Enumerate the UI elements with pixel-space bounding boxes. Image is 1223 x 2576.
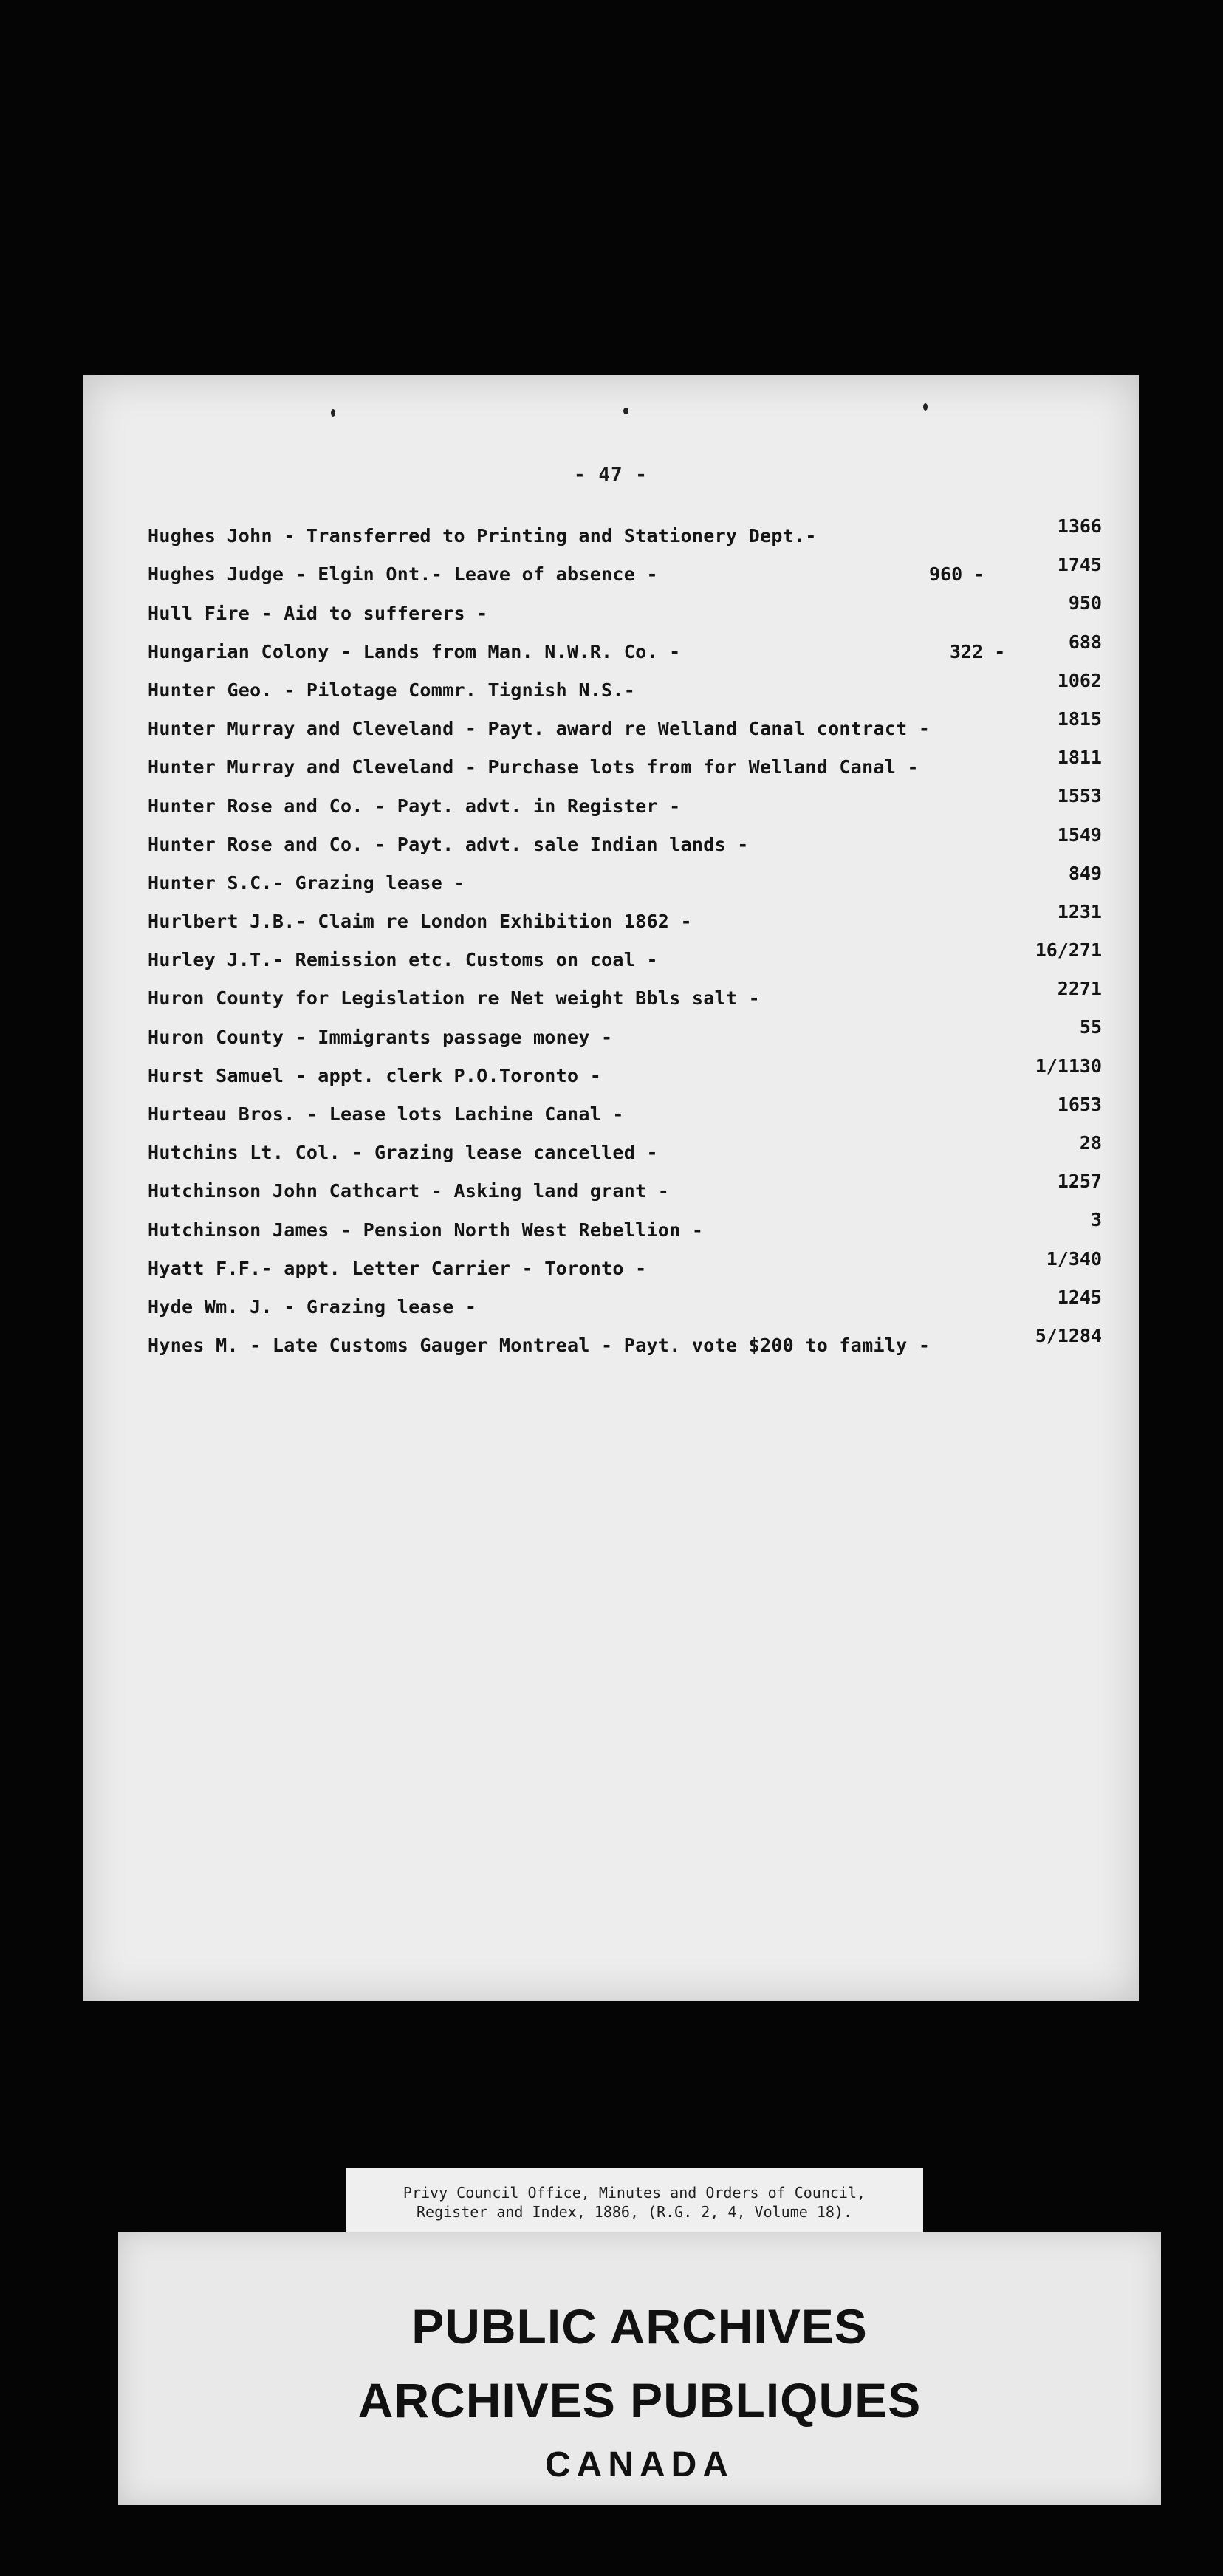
entry-cross-reference: 322 -	[950, 640, 1006, 662]
entry-reference: 1231	[1057, 900, 1102, 922]
entry-description: Hyatt F.F.- appt. Letter Carrier - Toronto -	[148, 1257, 647, 1279]
index-entry	[148, 1247, 1115, 1285]
index-entry	[148, 1208, 1115, 1246]
entry-reference: 1549	[1057, 823, 1102, 846]
entry-reference: 1245	[1057, 1286, 1102, 1308]
index-entry	[148, 745, 1115, 784]
entry-reference: 28	[1079, 1132, 1102, 1154]
entry-reference: 2271	[1057, 978, 1102, 1000]
index-page	[83, 375, 1139, 2001]
stamp-line-french: ARCHIVES PUBLIQUES	[357, 2373, 922, 2428]
entry-reference: 3	[1090, 1209, 1102, 1231]
index-entry	[148, 1131, 1115, 1169]
entry-reference: 1653	[1057, 1093, 1102, 1115]
entry-description: Hughes Judge - Elgin Ont.- Leave of absence -	[148, 564, 658, 586]
index-entry	[148, 976, 1115, 1015]
entry-description: Hurst Samuel - appt. clerk P.O.Toronto -	[148, 1064, 602, 1086]
entry-reference: 688	[1068, 631, 1102, 653]
index-entries	[148, 514, 1115, 1362]
entry-description: Huron County for Legislation re Net weight Bbls salt -	[148, 987, 760, 1010]
entry-description: Hurley J.T.- Remission etc. Customs on coal -	[148, 949, 658, 971]
punch-mark-center	[623, 408, 628, 414]
entry-description: Hutchins Lt. Col. - Grazing lease cancelled -	[148, 1142, 658, 1164]
index-entry	[148, 900, 1115, 938]
entry-description: Hull Fire - Aid to sufferers -	[148, 602, 488, 624]
index-entry	[148, 1323, 1115, 1362]
index-entry	[148, 1015, 1115, 1053]
punch-mark-right	[923, 403, 928, 411]
caption-line-2: Register and Index, 1886, (R.G. 2, 4, Volume 18).	[416, 2203, 852, 2221]
entry-reference: 950	[1068, 592, 1102, 614]
entry-reference: 1366	[1057, 515, 1102, 537]
entry-reference: 1553	[1057, 785, 1102, 807]
entry-reference: 1/340	[1046, 1247, 1102, 1270]
punch-mark-left	[331, 409, 335, 417]
entry-description: Hutchinson John Cathcart - Asking land grant -	[148, 1180, 670, 1202]
stamp-line-english: PUBLIC ARCHIVES	[411, 2299, 868, 2354]
index-entry	[148, 1054, 1115, 1092]
index-entry	[148, 1092, 1115, 1131]
index-entry	[148, 591, 1115, 629]
entry-cross-reference: 960 -	[929, 564, 985, 586]
entry-description: Hunter Murray and Cleveland - Purchase lots from for Welland Canal -	[148, 756, 919, 778]
entry-reference: 1062	[1057, 669, 1102, 691]
entry-reference: 1811	[1057, 747, 1102, 769]
index-entry	[148, 1169, 1115, 1208]
index-entry	[148, 552, 1115, 591]
source-caption	[346, 2168, 923, 2236]
entry-reference: 16/271	[1035, 939, 1102, 962]
entry-reference: 1815	[1057, 708, 1102, 730]
entry-description: Hunter Murray and Cleveland - Payt. award re Welland Canal contract -	[148, 718, 931, 740]
index-entry	[148, 861, 1115, 900]
entry-reference: 55	[1079, 1016, 1102, 1038]
entry-description: Hyde Wm. J. - Grazing lease -	[148, 1295, 477, 1318]
entry-description: Hughes John - Transferred to Printing and Stationery Dept.-	[148, 525, 817, 547]
entry-description: Hungarian Colony - Lands from Man. N.W.R. Co. -	[148, 640, 681, 662]
caption-line-1: Privy Council Office, Minutes and Orders of Council,	[402, 2184, 866, 2202]
entry-description: Hutchinson James - Pension North West Rebellion -	[148, 1219, 704, 1241]
entry-reference: 5/1284	[1035, 1324, 1102, 1346]
entry-description: Hunter Geo. - Pilotage Commr. Tignish N.S.-	[148, 679, 636, 701]
entry-reference: 1/1130	[1035, 1055, 1102, 1077]
index-entry	[148, 630, 1115, 668]
entry-description: Hunter Rose and Co. - Payt. advt. in Register -	[148, 795, 681, 817]
entry-reference: 1745	[1057, 554, 1102, 576]
entry-reference: 1257	[1057, 1171, 1102, 1193]
index-entry	[148, 938, 1115, 976]
entry-description: Hurlbert J.B.- Claim re London Exhibition 1862 -	[148, 911, 692, 933]
entry-description: Hurteau Bros. - Lease lots Lachine Canal -	[148, 1103, 624, 1125]
index-entry	[148, 823, 1115, 861]
index-entry	[148, 707, 1115, 745]
archives-stamp	[118, 2232, 1161, 2505]
index-entry	[148, 784, 1115, 822]
entry-description: Hunter Rose and Co. - Payt. advt. sale Indian lands -	[148, 833, 749, 855]
index-entry	[148, 514, 1115, 552]
entry-reference: 849	[1068, 862, 1102, 884]
stamp-line-country: CANADA	[545, 2445, 734, 2484]
entry-description: Hunter S.C.- Grazing lease -	[148, 871, 465, 894]
entry-description: Huron County - Immigrants passage money -	[148, 1026, 613, 1048]
page-number: - 47 -	[574, 464, 648, 486]
entry-description: Hynes M. - Late Customs Gauger Montreal - Payt. vote $200 to family -	[148, 1335, 931, 1357]
index-entry	[148, 1285, 1115, 1323]
index-entry	[148, 668, 1115, 707]
